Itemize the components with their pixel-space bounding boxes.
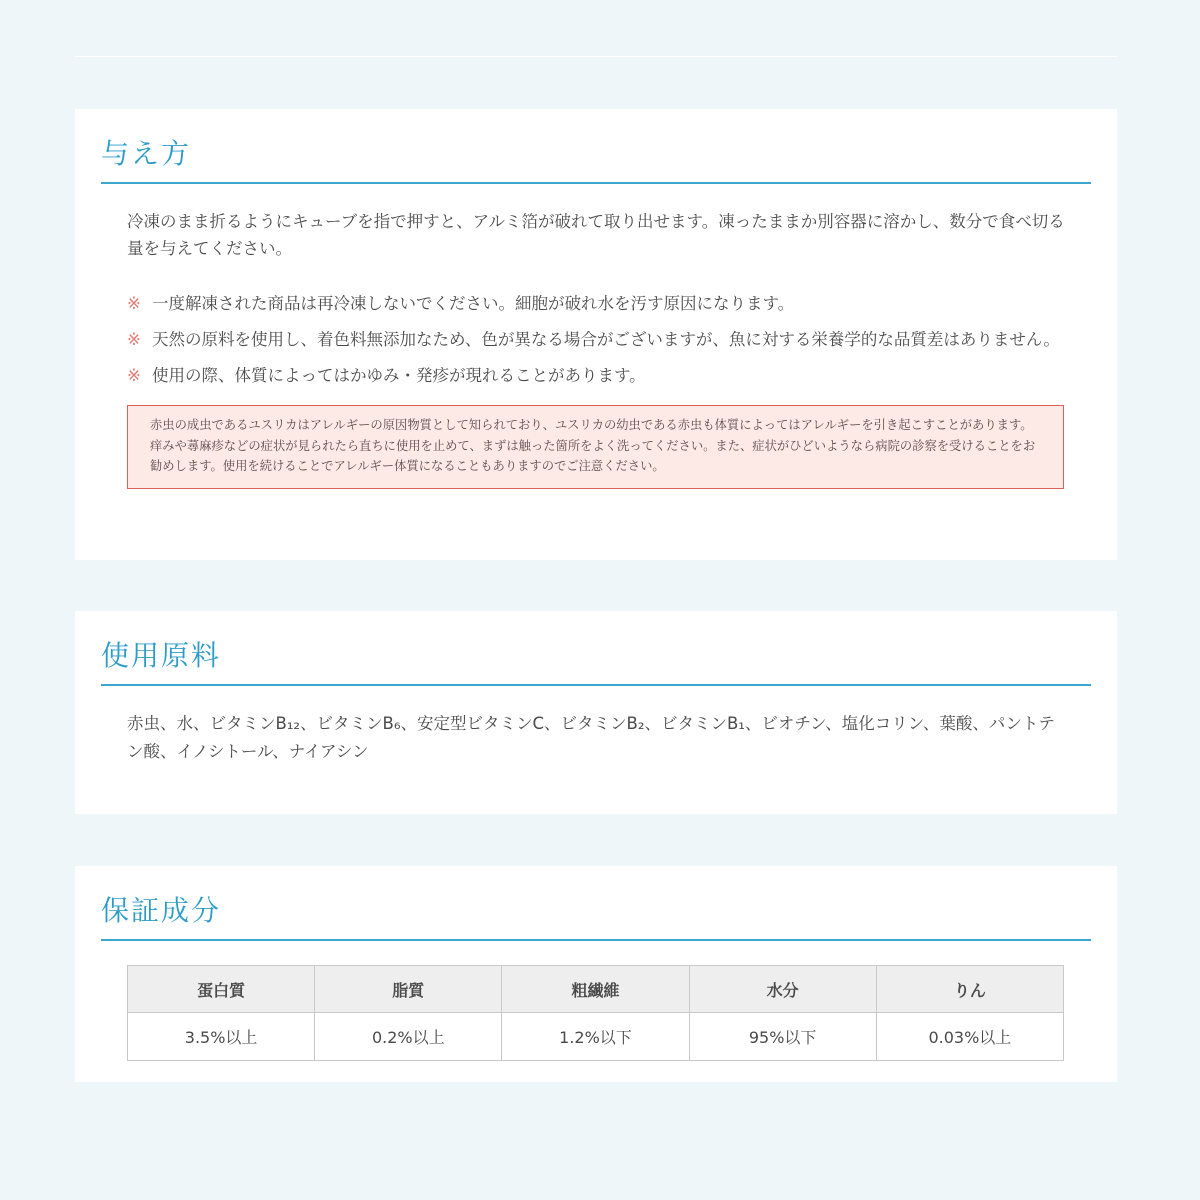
caution-note-text: 使用の際、体質によってはかゆみ・発疹が現れることがあります。 (152, 366, 646, 385)
column-header-protein: 蛋白質 (128, 966, 315, 1013)
section-title-ingredients: 使用原料 (101, 611, 1091, 686)
value-protein: 3.5%以上 (128, 1013, 315, 1061)
section-title-feeding: 与え方 (101, 109, 1091, 184)
guaranteed-analysis-section (75, 866, 1117, 1082)
feeding-section (75, 109, 1117, 560)
reference-mark-icon: ※ (127, 366, 141, 385)
analysis-table (127, 965, 1064, 1061)
feeding-instructions: 冷凍のまま折るようにキューブを指で押すと、アルミ箔が破れて取り出せます。凍ったままか別容器に溶かし、数分で食べ切る量を与えてください。 (127, 212, 1065, 258)
caution-note (127, 326, 1065, 353)
column-header-fiber: 粗繊維 (502, 966, 689, 1013)
allergy-warning-text: 赤虫の成虫であるユスリカはアレルギーの原因物質として知られており、ユスリカの幼虫である赤虫も体質によってはアレルギーを引き起こすことがあります。 (150, 418, 1033, 432)
reference-mark-icon: ※ (127, 294, 141, 313)
column-header-moisture: 水分 (689, 966, 876, 1013)
section-title-analysis: 保証成分 (101, 866, 1091, 941)
table-header-row (128, 966, 1064, 1013)
value-phosphorus: 0.03%以上 (876, 1013, 1063, 1061)
top-divider (75, 56, 1117, 57)
value-fiber: 1.2%以下 (502, 1013, 689, 1061)
ingredients-list: 赤虫、水、ビタミンB₁₂、ビタミンB₆、安定型ビタミンC、ビタミンB₂、ビタミンB₁、ビオチン、塩化コリン、葉酸、パントテン酸、イノシトール、ナイアシン (127, 714, 1055, 761)
caution-note-text: 一度解凍された商品は再冷凍しないでください。細胞が破れ水を汚す原因になります。 (152, 294, 795, 313)
caution-note (127, 290, 1065, 317)
caution-note-text: 天然の原料を使用し、着色料無添加なため、色が異なる場合がございますが、魚に対する栄養学的な品質差はありません。 (152, 330, 1060, 349)
allergy-warning-box (127, 405, 1064, 489)
value-fat: 0.2%以上 (315, 1013, 502, 1061)
ingredients-section (75, 611, 1117, 814)
column-header-fat: 脂質 (315, 966, 502, 1013)
allergy-advice-text: 痒みや蕁麻疹などの症状が見られたら直ちに使用を止めて、まずは触った箇所をよく洗ってください。また、症状がひどいようなら病院の診察を受けることをお勧めします。使用を続けることでアレルギー体質になることもありますのでご注意ください。 (150, 438, 1036, 473)
value-moisture: 95%以下 (689, 1013, 876, 1061)
column-header-phosphorus: りん (876, 966, 1063, 1013)
caution-note (127, 362, 1065, 389)
table-row (128, 1013, 1064, 1061)
reference-mark-icon: ※ (127, 330, 141, 349)
caution-notes-list (127, 290, 1065, 389)
